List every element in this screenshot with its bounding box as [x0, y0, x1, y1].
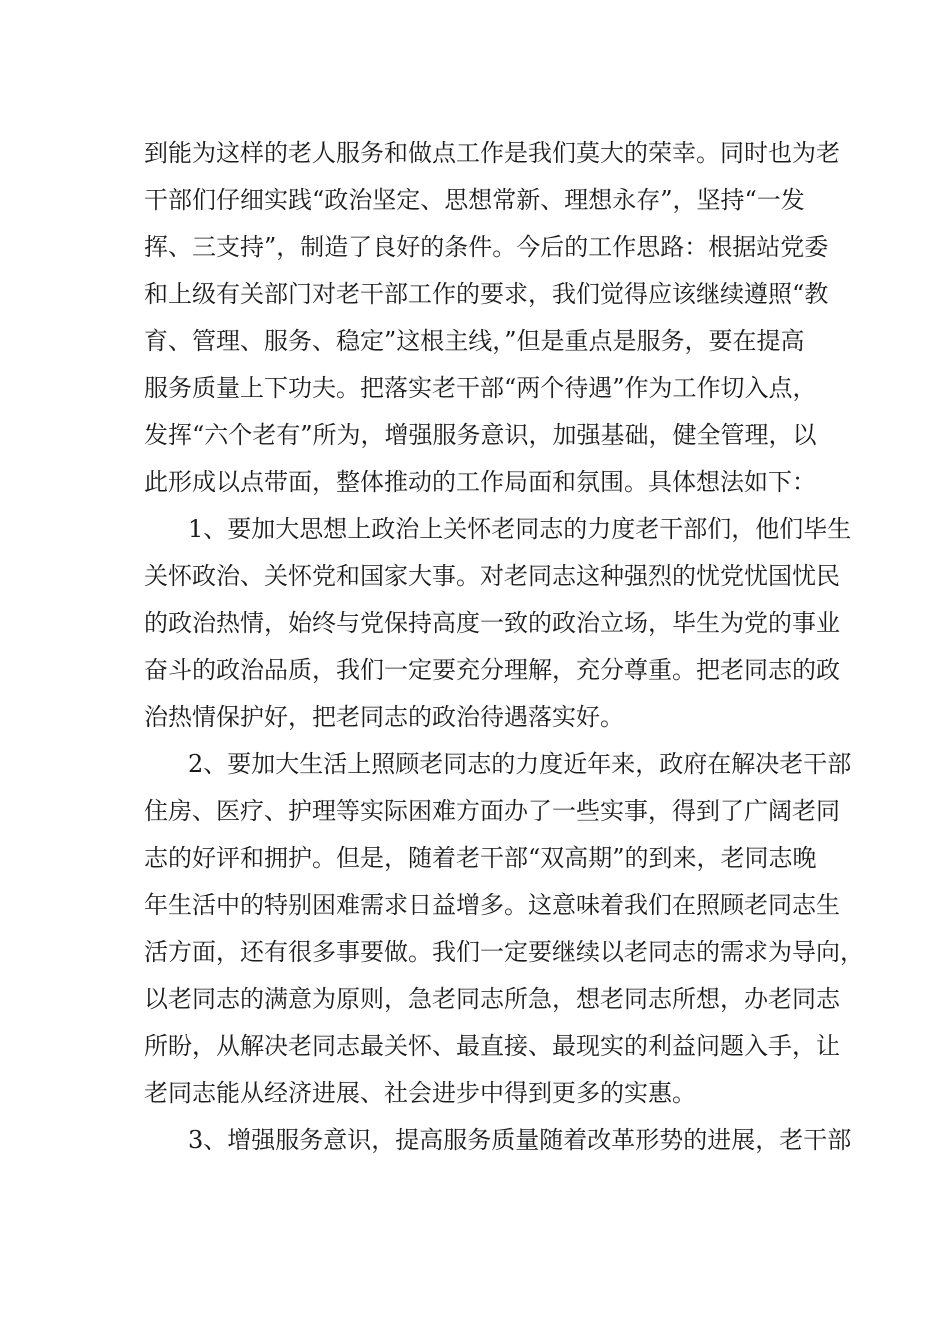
text-line: 年生活中的特别困难需求日益增多。这意味着我们在照顾老同志生 [144, 891, 840, 919]
text-line: 服务质量上下功夫。把落实老干部“两个待遇”作为工作切入点， [144, 374, 817, 402]
paragraph-1-start: 1、要加大思想上政治上关怀老同志的力度老干部们，他们毕生 [188, 515, 852, 543]
text-line: 所盼，从解决老同志最关怀、最直接、最现实的利益问题入手，让 [144, 1032, 840, 1060]
text-line: 干部们仔细实践“政治坚定、思想常新、理想永存”，坚持“一发 [144, 186, 805, 214]
text-line: 治热情保护好，把老同志的政治待遇落实好。 [144, 703, 624, 731]
text-line: 的政治热情，始终与党保持高度一致的政治立场，毕生为党的事业 [144, 609, 840, 637]
text-line: 以老同志的满意为原则，急老同志所急，想老同志所想，办老同志 [144, 985, 840, 1013]
paragraph-2-start: 2、要加大生活上照顾老同志的力度近年来，政府在解决老干部 [188, 750, 852, 778]
text-line: 挥、三支持”，制造了良好的条件。今后的工作思路：根据站党委 [144, 233, 829, 261]
text-line: 活方面，还有很多事要做。我们一定要继续以老同志的需求为导向， [144, 938, 864, 966]
text-line: 发挥“六个老有”所为，增强服务意识，加强基础，健全管理，以 [144, 421, 817, 449]
text-line: 此形成以点带面，整体推动的工作局面和氛围。具体想法如下： [144, 468, 816, 496]
text-line: 住房、医疗、护理等实际困难方面办了一些实事，得到了广阔老同 [144, 797, 840, 825]
text-line: 老同志能从经济进展、社会进步中得到更多的实惠。 [144, 1079, 696, 1107]
text-line: 到能为这样的老人服务和做点工作是我们莫大的荣幸。同时也为老 [144, 139, 840, 167]
text-line: 志的好评和拥护。但是，随着老干部“双高期”的到来，老同志晚 [144, 844, 817, 872]
text-line: 奋斗的政治品质，我们一定要充分理解，充分尊重。把老同志的政 [144, 656, 840, 684]
text-line: 和上级有关部门对老干部工作的要求，我们觉得应该继续遵照“教 [144, 280, 829, 308]
paragraph-3-start: 3、增强服务意识，提高服务质量随着改革形势的进展，老干部 [188, 1126, 852, 1154]
text-line: 育、管理、服务、稳定”这根主线，”但是重点是服务，要在提高 [144, 327, 805, 355]
text-line: 关怀政治、关怀党和国家大事。对老同志这种强烈的忧党忧国忧民 [144, 562, 840, 590]
